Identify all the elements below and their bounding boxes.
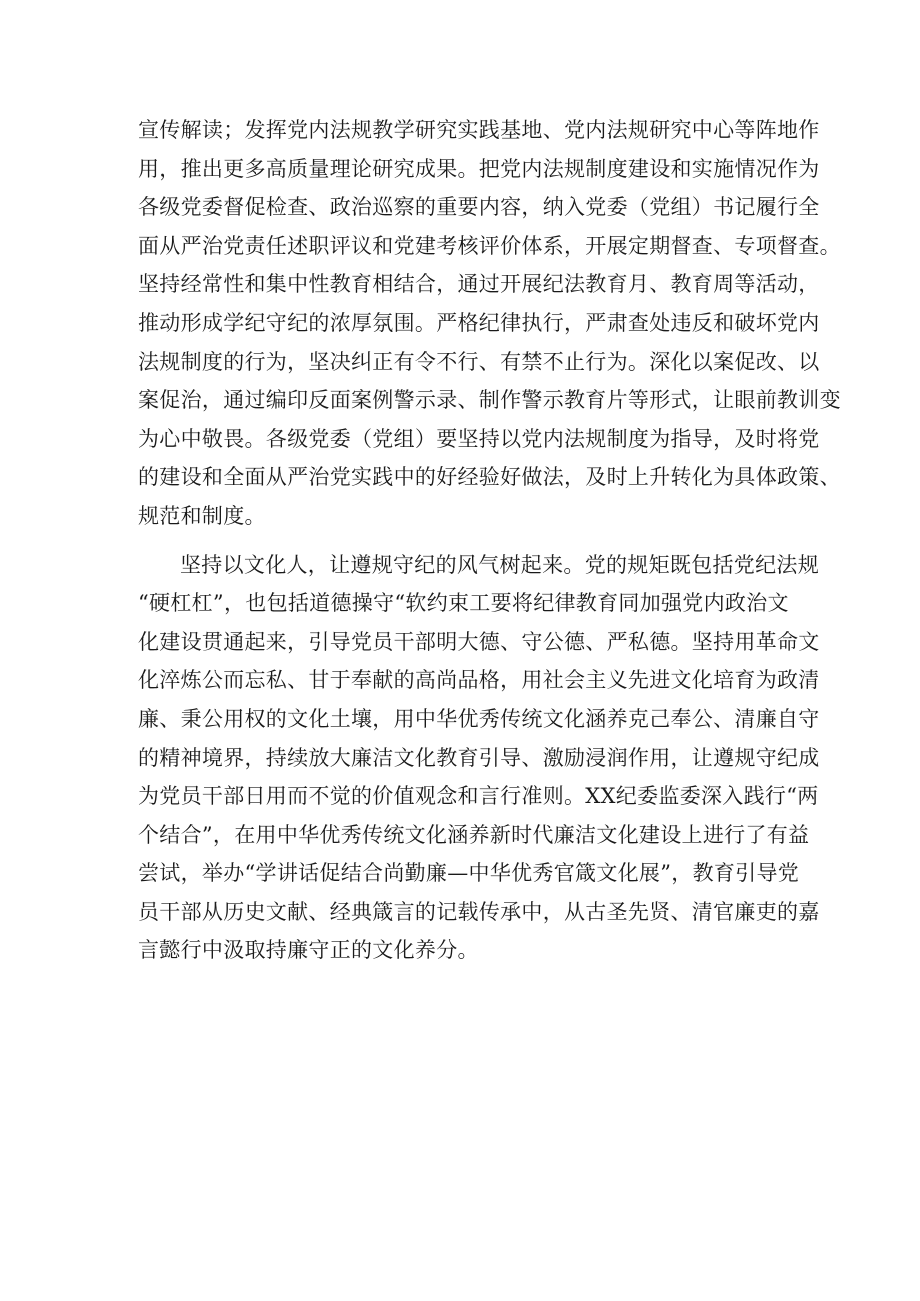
- paragraph-1-line: 面从严治党责任述职评议和党建考核评价体系，开展定期督查、专项督查。: [138, 233, 841, 258]
- paragraph-2-line: “硬杠杠”，也包括道德操守“软约束工要将纪律教育同加强党内政治文: [138, 591, 789, 616]
- paragraph-2-line: 化建设贯通起来，引导党员干部明大德、守公德、严私德。坚持用革命文: [138, 629, 820, 654]
- paragraph-1-line: 各级党委督促检查、政治巡察的重要内容，纳入党委（党组）书记履行全: [138, 195, 820, 220]
- paragraph-1-line: 坚持经常性和集中性教育相结合，通过开展纪法教育月、教育周等活动，: [138, 272, 820, 297]
- paragraph-2: [138, 546, 820, 971]
- paragraph-2-line: 尝试，举办“学讲话促结合尚勤廉—中华优秀官箴文化展”，教育引导党: [138, 861, 800, 886]
- paragraph-1-line: 宣传解读；发挥党内法规教学研究实践基地、党内法规研究中心等阵地作: [138, 118, 820, 142]
- paragraph-1-line: 规范和制度。: [138, 503, 266, 528]
- paragraph-2-line: 的精神境界，持续放大廉洁文化教育引导、激励浸润作用，让遵规守纪成: [138, 745, 820, 770]
- paragraph-1: [138, 111, 841, 536]
- paragraph-2-line: 言懿行中汲取持廉守正的文化养分。: [138, 938, 479, 963]
- paragraph-2-line: 为党员干部日用而不觉的价值观念和言行准则。XX纪委监委深入践行“两: [138, 784, 819, 809]
- paragraph-1-line: 为心中敬畏。各级党委（党组）要坚持以党内法规制度为指导，及时将党: [138, 426, 820, 451]
- paragraph-1-line: 用，推出更多高质量理论研究成果。把党内法规制度建设和实施情况作为: [138, 156, 820, 181]
- paragraph-1-line: 的建设和全面从严治党实践中的好经验好做法，及时上升转化为具体政策、: [138, 465, 841, 490]
- paragraph-1-line: 法规制度的行为，坚决纠正有令不行、有禁不止行为。深化以案促改、以: [138, 349, 820, 374]
- paragraph-spacer: [138, 536, 798, 546]
- paragraph-2-line: 化淬炼公而忘私、甘于奉献的高尚品格，用社会主义先进文化培育为政清: [138, 668, 820, 693]
- paragraph-2-line: 坚持以文化人，让遵规守纪的风气树起来。党的规矩既包括党纪法规: [180, 552, 819, 577]
- document-body: [138, 111, 841, 970]
- paragraph-2-line: 廉、秉公用权的文化土壤，用中华优秀传统文化涵养克己奉公、清廉自守: [138, 706, 820, 731]
- paragraph-2-line: 员干部从历史文献、经典箴言的记载传承中，从古圣先贤、清官廉吏的嘉: [138, 899, 820, 924]
- paragraph-1-line: 案促治，通过编印反面案例警示录、制作警示教育片等形式，让眼前教训变: [138, 388, 841, 413]
- paragraph-1-line: 推动形成学纪守纪的浓厚氛围。严格纪律执行，严肃查处违反和破坏党内: [138, 310, 820, 335]
- paragraph-2-line: 个结合”，在用中华优秀传统文化涵养新时代廉洁文化建设上进行了有益: [138, 822, 810, 847]
